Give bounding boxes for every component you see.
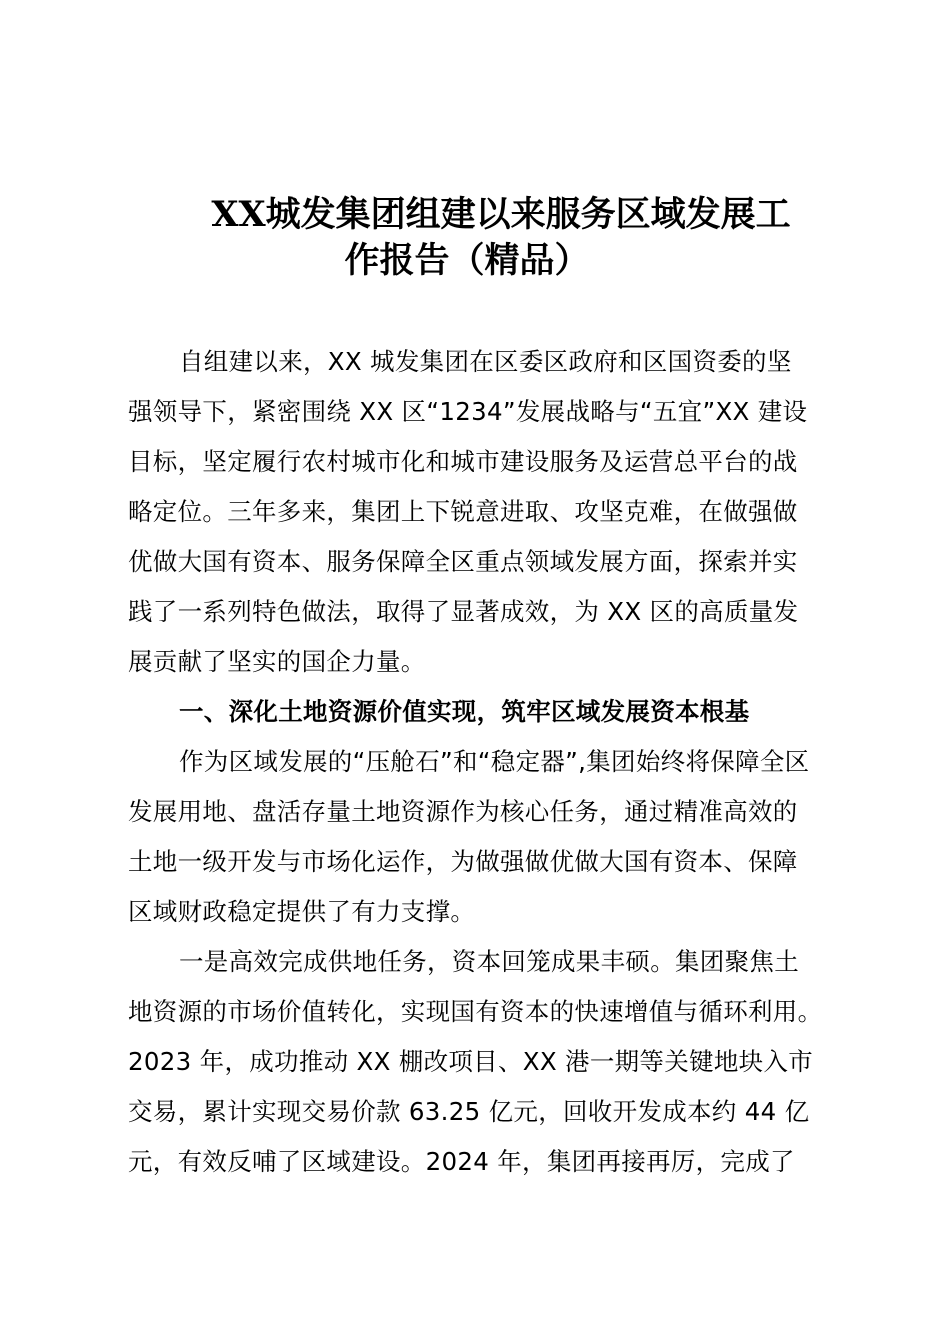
text-line: 目标，坚定履行农村城市化和城市建设服务及运营总平台的战 xyxy=(128,447,798,476)
document-title-line-2: 作报告（精品） xyxy=(344,240,590,281)
text-line: 优做大国有资本、服务保障全区重点领域发展方面，探索并实 xyxy=(128,547,798,576)
text-line: 展贡献了坚实的国企力量。 xyxy=(128,647,426,676)
text-line: 土地一级开发与市场化运作，为做强做优做大国有资本、保障 xyxy=(128,847,798,876)
document-title-line-1: XX城发集团组建以来服务区域发展工 xyxy=(211,194,791,235)
text-line: 强领导下，紧密围绕 XX 区“1234”发展战略与“五宜”XX 建设 xyxy=(128,397,808,426)
text-line: 区域财政稳定提供了有力支撑。 xyxy=(128,897,476,926)
text-line: 交易，累计实现交易价款 63.25 亿元，回收开发成本约 44 亿 xyxy=(128,1097,810,1126)
text-line: 作为区域发展的“压舱石”和“稳定器”,集团始终将保障全区 xyxy=(179,747,810,776)
section-heading-1: 一、深化土地资源价值实现，筑牢区域发展资本根基 xyxy=(179,697,750,726)
text-line: 践了一系列特色做法，取得了显著成效，为 XX 区的高质量发 xyxy=(128,597,799,626)
text-line: 2023 年，成功推动 XX 棚改项目、XX 港一期等关键地块入市 xyxy=(128,1047,814,1076)
text-line: 发展用地、盘活存量土地资源作为核心任务，通过精准高效的 xyxy=(128,797,798,826)
text-line: 元，有效反哺了区域建设。2024 年，集团再接再厉，完成了 xyxy=(128,1147,795,1176)
text-line: 略定位。三年多来，集团上下锐意进取、攻坚克难，在做强做 xyxy=(128,497,798,526)
text-line: 地资源的市场价值转化，实现国有资本的快速增值与循环利用。 xyxy=(128,997,823,1026)
text-line: 一是高效完成供地任务，资本回笼成果丰硕。集团聚焦土 xyxy=(179,947,799,976)
text-line: 自组建以来，XX 城发集团在区委区政府和区国资委的坚 xyxy=(179,347,792,376)
